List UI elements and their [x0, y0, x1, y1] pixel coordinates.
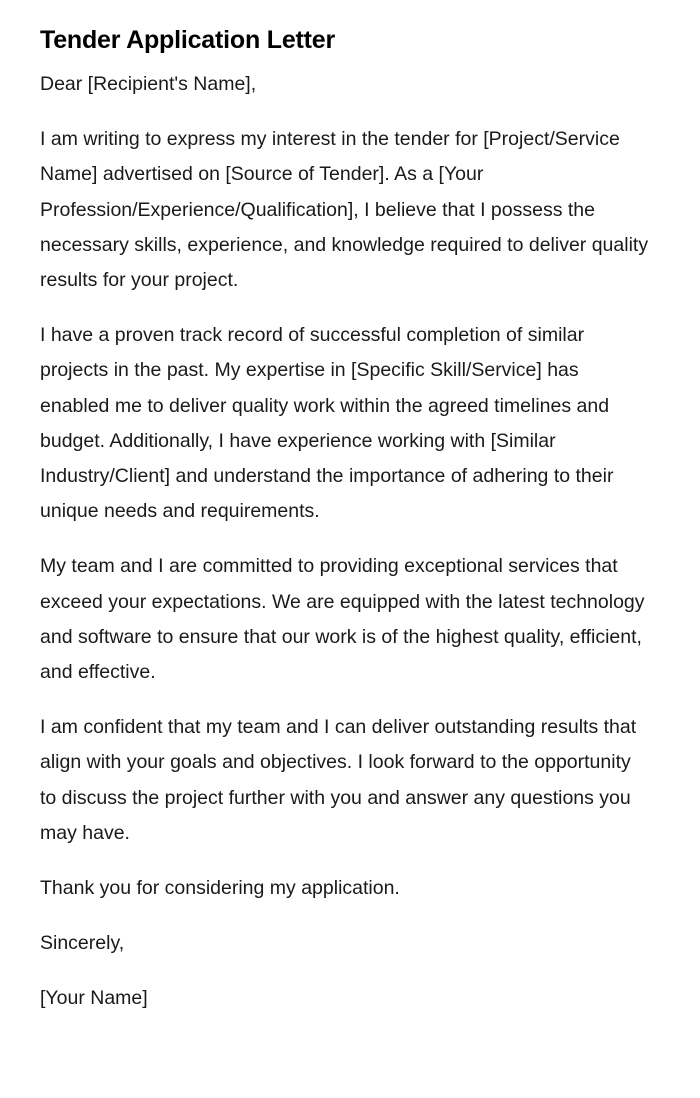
letter-paragraph-track-record: I have a proven track record of successful completion of similar projects in the past. My expertise in [Specific Skill/Service] has enabled me to deliver quality work within the agreed timelines and budget. Additionally, I have experience working with [Similar Industry/Client] and understand the importance of adhering to their unique needs and requirements. [40, 324, 614, 523]
letter-signature: [Your Name] [40, 987, 148, 1010]
letter-title: Tender Application Letter [40, 26, 336, 54]
letter-paragraph-confidence: I am confident that my team and I can deliver outstanding results that align with your goals and objectives. I look forward to the opportunity to discuss the project further with you and answer any questions you may have. [40, 716, 637, 844]
letter-paragraph-interest: I am writing to express my interest in the tender for [Project/Service Name] advertised on [Source of Tender]. As a [Your Profession/Experience/Qualification], I believe that I possess the necessary skills, experience, and knowledge required to deliver quality results for your project. [40, 128, 649, 292]
letter-paragraph-thanks: Thank you for considering my application. [40, 877, 400, 900]
letter-paragraph-team-commitment: My team and I are committed to providing exceptional services that exceed your expectations. We are equipped with the latest technology and software to ensure that our work is of the highest quality, efficient, and effective. [40, 555, 645, 684]
letter-closing: Sincerely, [40, 932, 125, 955]
letter-salutation: Dear [Recipient's Name], [40, 73, 257, 95]
